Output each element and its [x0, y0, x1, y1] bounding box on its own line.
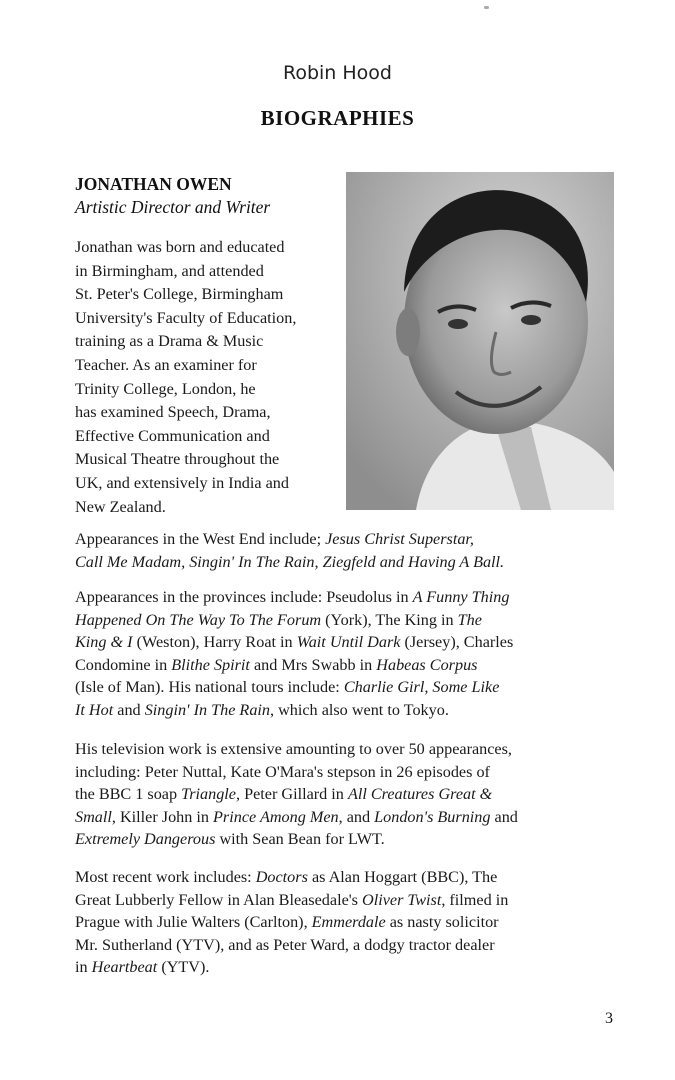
intro-line: St. Peter's College, Birmingham	[75, 285, 284, 304]
text-line	[75, 761, 615, 784]
text-line	[75, 956, 615, 979]
bio-provinces-paragraph	[75, 586, 615, 722]
show-title: Robin Hood	[283, 62, 392, 84]
intro-line: University's Faculty of Education,	[75, 308, 297, 327]
text-run: as nasty solicitor	[385, 913, 499, 932]
text-run: Appearances in the West End include;	[75, 530, 326, 548]
text-run: and Mrs Swabb in	[249, 655, 377, 674]
text-run: with Sean Bean for LWT.	[215, 830, 385, 849]
intro-line: Jonathan was born and educated	[75, 238, 285, 256]
italic-title: Blithe Spirit	[171, 655, 250, 674]
bio-television-paragraph	[75, 738, 615, 851]
text-line	[75, 738, 615, 761]
italic-title: Triangle	[181, 785, 236, 804]
text-line	[75, 551, 615, 574]
italic-title: Wait Until Dark	[296, 633, 401, 652]
intro-line: training as a Drama & Music	[75, 332, 264, 351]
italic-title: Prince Among Men	[213, 807, 339, 826]
text-run: (Weston), Harry Roat in	[132, 633, 297, 652]
italic-title: A Funny Thing	[412, 588, 510, 606]
intro-line: UK, and extensively in India and	[75, 473, 289, 492]
text-run: , Peter Gillard in	[236, 785, 348, 804]
text-line	[75, 866, 615, 889]
italic-title: The	[457, 610, 482, 629]
italic-title: King & I	[75, 633, 133, 652]
intro-line: in Birmingham, and attended	[75, 261, 264, 280]
intro-line: has examined Speech, Drama,	[75, 403, 271, 422]
text-line	[75, 699, 615, 722]
text-run: , and	[338, 807, 375, 826]
text-run: , filmed in	[441, 890, 509, 909]
italic-title: Habeas Corpus	[376, 655, 478, 674]
intro-line: Teacher. As an examiner for	[75, 355, 257, 374]
bio-name: JONATHAN OWEN	[75, 174, 232, 194]
text-run: Condomine in	[75, 655, 172, 674]
text-line	[75, 631, 615, 654]
bio-role: Artistic Director and Writer	[75, 197, 271, 217]
text-run: His television work is extensive amounting to over 50 appearances,	[75, 740, 512, 758]
text-run: (Isle of Man). His national tours include:	[75, 678, 344, 697]
text-run: (York), The King in	[321, 610, 458, 629]
italic-title: Singin' In The Rain	[144, 700, 270, 719]
italic-title: Emmerdale	[311, 913, 386, 932]
italic-title: Happened On The Way To The Forum	[75, 610, 322, 629]
text-line	[75, 609, 615, 632]
intro-line: Musical Theatre throughout the	[75, 450, 280, 469]
intro-line: Trinity College, London, he	[75, 379, 256, 398]
text-line	[75, 676, 615, 699]
text-run: , Killer John in	[111, 807, 214, 826]
intro-line: Effective Communication and	[75, 426, 270, 445]
text-line	[75, 806, 615, 829]
bio-recent-work-paragraph	[75, 866, 615, 979]
text-run: the BBC 1 soap	[75, 785, 182, 804]
text-run: in	[75, 958, 92, 977]
italic-title: Oliver Twist	[362, 890, 442, 909]
text-run: Appearances in the provinces include: Pseudolus in	[75, 588, 413, 606]
text-line	[75, 654, 615, 677]
italic-title: London's Burning	[374, 807, 491, 826]
bio-west-end-paragraph	[75, 528, 615, 573]
headshot-photo	[346, 172, 614, 510]
text-run: , which also went to Tokyo.	[270, 700, 449, 719]
italic-title: Charlie Girl, Some Like	[343, 678, 500, 697]
italic-title: Call Me Madam, Singin' In The Rain, Ziegfeld and Having A Ball.	[75, 552, 505, 571]
text-run: Most recent work includes:	[75, 868, 256, 886]
italic-title: Small	[75, 807, 112, 826]
page-heading: BIOGRAPHIES	[260, 106, 415, 130]
italic-title: Heartbeat	[91, 958, 158, 977]
text-run: Prague with Julie Walters (Carlton),	[75, 913, 312, 932]
intro-line: New Zealand.	[75, 497, 166, 516]
text-run: including: Peter Nuttal, Kate O'Mara's stepson in 26 episodes of	[75, 762, 490, 781]
italic-title: Jesus Christ Superstar,	[325, 530, 474, 548]
italic-title: All Creatures Great &	[347, 785, 493, 804]
text-line	[75, 828, 615, 851]
text-run: and	[490, 807, 518, 826]
text-line	[75, 783, 615, 806]
text-line	[75, 934, 615, 957]
italic-title: It Hot	[75, 700, 114, 719]
bio-intro-paragraph	[75, 236, 345, 519]
italic-title: Extremely Dangerous	[75, 830, 216, 849]
page-number: 3	[605, 1010, 613, 1027]
text-run: (Jersey), Charles	[400, 633, 514, 652]
text-line	[75, 911, 615, 934]
portrait-image	[346, 172, 614, 510]
italic-title: Doctors	[255, 868, 308, 886]
text-run: as Alan Hoggart (BBC), The	[307, 868, 498, 886]
text-run: Mr. Sutherland (YTV), and as Peter Ward, a dodgy tractor dealer	[75, 935, 495, 954]
text-line	[75, 889, 615, 912]
text-line	[75, 528, 615, 551]
scan-speck	[484, 6, 489, 9]
text-run: (YTV).	[157, 958, 210, 977]
text-run: Great Lubberly Fellow in Alan Bleasedale's	[75, 890, 363, 909]
text-run: and	[113, 700, 145, 719]
text-line	[75, 586, 615, 609]
